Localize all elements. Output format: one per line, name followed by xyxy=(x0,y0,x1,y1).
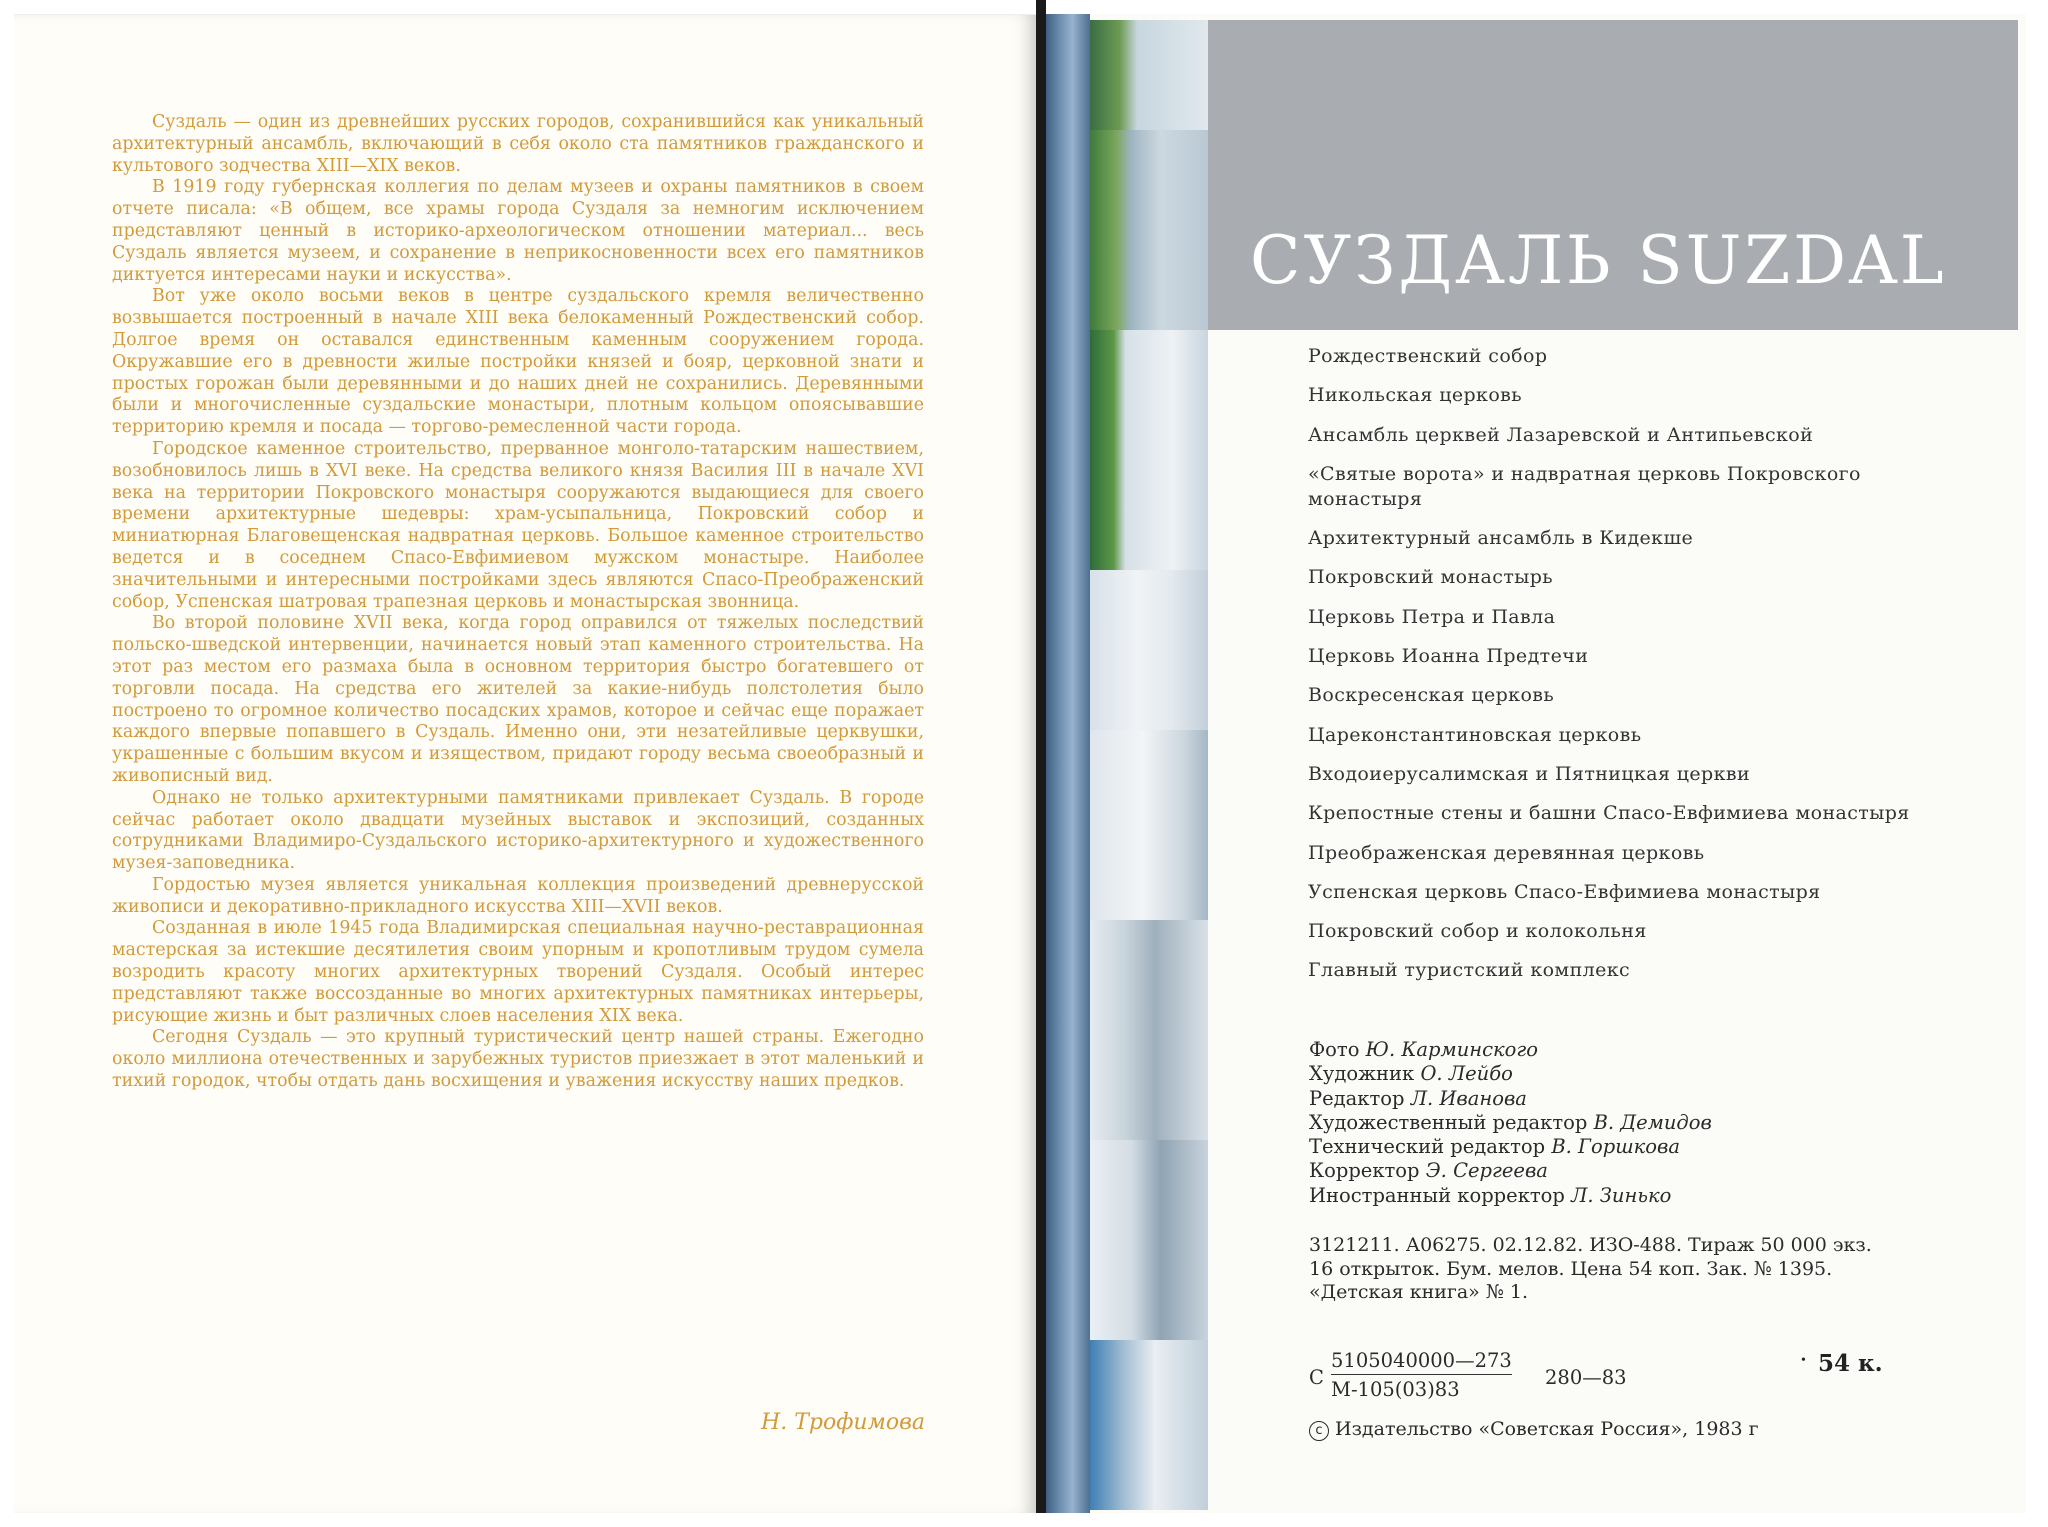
price-dot-icon: • xyxy=(1801,1353,1806,1368)
intro-paragraph: Суздаль — один из древнейших русских городов, сохранившийся как уникальный архитектурный ансамбль, включающий в себя около ста памятников гражданского и культового зодчества XIII—XIX веков. xyxy=(112,112,924,176)
contents-list xyxy=(1308,344,1948,998)
catalog-letter: С xyxy=(1309,1366,1324,1389)
intro-paragraph: Вот уже около восьми веков в центре суздальского кремля величественно возвышается построенный в начале XIII века белокаменный Рождественский собор. Долгое время он оставался единственным каменным сооружением города. Окружавшие его в древности жилые постройки князей и бояр, церковной знати и простых горожан были деревянными и до наших дней не сохранились. Деревянными были и многочисленные суздальские монастыри, плотным кольцом опоясывавшие территорию кремля и посада — торгово-ремесленной части города. xyxy=(112,286,924,438)
credit-line xyxy=(1309,1038,1949,1062)
intro-paragraph: Однако не только архитектурными памятниками привлекает Суздаль. В городе сейчас работает около двадцати музейных выставок и экспозиций, созданных сотрудниками Владимиро-Суздальского историко-архитектурного и художественного музея-заповедника. xyxy=(112,787,924,874)
credit-line xyxy=(1309,1087,1949,1111)
credit-line xyxy=(1309,1135,1949,1159)
credit-name: Л. Зинько xyxy=(1571,1183,1672,1207)
price: 54 к. xyxy=(1818,1350,1883,1377)
contents-item: Рождественский собор xyxy=(1308,345,1548,367)
intro-paragraph: Городское каменное строительство, прерванное монголо-татарским нашествием, возобновилось лишь в XVI веке. На средства великого князя Василия III в начале XVI века на территории Покровского монастыря сооружаются выдающиеся для своего времени архитектурные шедевры: храм-усыпальница, Покровский собор и миниатюрная Благовещенская надвратная церковь. Большое каменное строительство ведется и в соседнем Спасо-Евфимиевом мужском монастыре. Наиболее значительными и интересными постройками здесь являются Спасо-Преображенский собор, Успенская шатровая трапезная церковь и монастырская звонница. xyxy=(112,438,924,612)
intro-paragraph: Гордостью музея является уникальная коллекция произведений древнерусской живописи и декоративно-прикладного искусства XIII—XVII веков. xyxy=(112,874,924,917)
credit-role: Художественный редактор xyxy=(1309,1110,1588,1134)
intro-paragraph: Сегодня Суздаль — это крупный туристический центр нашей страны. Ежегодно около миллиона отечественных и зарубежных туристов приезжает в этот маленький и тихий городок, чтобы отдать дань восхищения и уважения искусству наших предков. xyxy=(112,1027,924,1092)
catalog-numerator: 5105040000—273 xyxy=(1331,1349,1512,1375)
author-signature: Н. Трофимова xyxy=(761,1410,925,1435)
contents-item: Входоиерусалимская и Пятницкая церкви xyxy=(1308,762,1751,785)
credits xyxy=(1309,1038,1949,1208)
contents-item: Главный туристский комплекс xyxy=(1308,959,1631,982)
imprint-line: «Детская книга» № 1. xyxy=(1309,1281,1528,1303)
intro-paragraph: Во второй половине XVII века, когда город оправился от тяжелых последствий польско-шведской интервенции, начинается новый этап каменного строительства. На этот раз местом его размаха была в основном территория быстро богатевшего от торговли посада. На средства его жителей за какие-нибудь полстолетия было построено то огромное количество посадских храмов, которое и сейчас еще поражает каждого впервые попавшего в Суздаль. Именно они, эти незатейливые церквушки, украшенные с большим вкусом и изяществом, придают городу весьма своеобразный и живописный вид. xyxy=(112,613,924,786)
imprint xyxy=(1309,1234,1949,1305)
contents-item: Церковь Петра и Павла xyxy=(1308,605,1556,628)
credit-line xyxy=(1309,1111,1949,1135)
postcards-edge xyxy=(1046,14,1090,1514)
credit-role: Корректор xyxy=(1309,1159,1420,1183)
credit-role: Редактор xyxy=(1309,1086,1405,1110)
credit-role: Художник xyxy=(1309,1062,1415,1086)
credit-name: Л. Иванова xyxy=(1410,1086,1527,1110)
cover-photo-strip xyxy=(1090,20,1208,1510)
imprint-line: 3121211. А06275. 02.12.82. ИЗО-488. Тираж 50 000 экз. xyxy=(1309,1234,1872,1256)
credit-name: О. Лейбо xyxy=(1420,1062,1513,1086)
contents-item: «Святые ворота» и надвратная церковь Покровского монастыря xyxy=(1308,462,1861,510)
contents-item: Архитектурный ансамбль в Кидекше xyxy=(1308,527,1694,550)
contents-item: Покровский собор и колокольня xyxy=(1308,920,1647,943)
gutter xyxy=(1036,0,1046,1527)
credit-name: В. Демидов xyxy=(1593,1110,1712,1134)
cover-title: СУЗДАЛЬ SUZDAL xyxy=(1250,222,1947,299)
contents-item: Покровский монастырь xyxy=(1308,566,1554,589)
intro-text xyxy=(112,112,924,1093)
credit-name: В. Горшкова xyxy=(1551,1135,1681,1159)
contents-item: Успенская церковь Спасо-Евфимиева монастыря xyxy=(1308,880,1821,903)
credit-role: Фото xyxy=(1309,1038,1360,1061)
credit-role: Иностранный корректор xyxy=(1309,1183,1565,1207)
imprint-line: 16 открыток. Бум. мелов. Цена 54 коп. Зак. № 1395. xyxy=(1309,1257,1833,1280)
contents-item: Преображенская деревянная церковь xyxy=(1308,841,1705,864)
credit-name: Э. Сергеева xyxy=(1425,1159,1548,1183)
scan-margin xyxy=(0,1513,2048,1527)
catalog-code: 280—83 xyxy=(1545,1366,1627,1389)
credit-line xyxy=(1309,1159,1949,1183)
copyright-text: Издательство «Советская Россия», 1983 г xyxy=(1335,1418,1759,1440)
intro-paragraph: В 1919 году губернская коллегия по делам музеев и охраны памятников в своем отчете писала: «В общем, все храмы города Суздаля за немногим исключением представляют ценный в историко-археологическом отношении материал... весь Суздаль является музеем, и сохранение в неприкосновенности всех его памятников диктуется интересами науки и искусства». xyxy=(112,177,924,285)
contents-item: Ансамбль церквей Лазаревской и Антипьевской xyxy=(1308,423,1814,446)
contents-item: Никольская церковь xyxy=(1308,384,1523,407)
credit-line xyxy=(1309,1184,1949,1208)
contents-item: Цареконстантиновская церковь xyxy=(1308,723,1642,746)
credit-name: Ю. Карминского xyxy=(1365,1038,1539,1061)
contents-item: Крепостные стены и башни Спасо-Евфимиева монастыря xyxy=(1308,802,1910,825)
intro-paragraph: Созданная в июле 1945 года Владимирская специальная научно-реставрационная мастерская за истекшие десятилетия своим упорным и кропотливым трудом сумела возродить красоту многих архитектурных творений Суздаля. Особый интерес представляют также воссозданные во многих архитектурных памятниках интерьеры, рисующие жизнь и быт различных слоев населения XIX века. xyxy=(112,918,924,1026)
catalog-denominator: М-105(03)83 xyxy=(1331,1378,1460,1401)
copyright xyxy=(1309,1418,1949,1441)
contents-item: Церковь Иоанна Предтечи xyxy=(1308,645,1589,668)
credit-role: Технический редактор xyxy=(1309,1135,1546,1159)
credit-line xyxy=(1309,1062,1949,1086)
contents-item: Воскресенская церковь xyxy=(1308,684,1555,707)
copyright-icon: c xyxy=(1309,1421,1329,1441)
